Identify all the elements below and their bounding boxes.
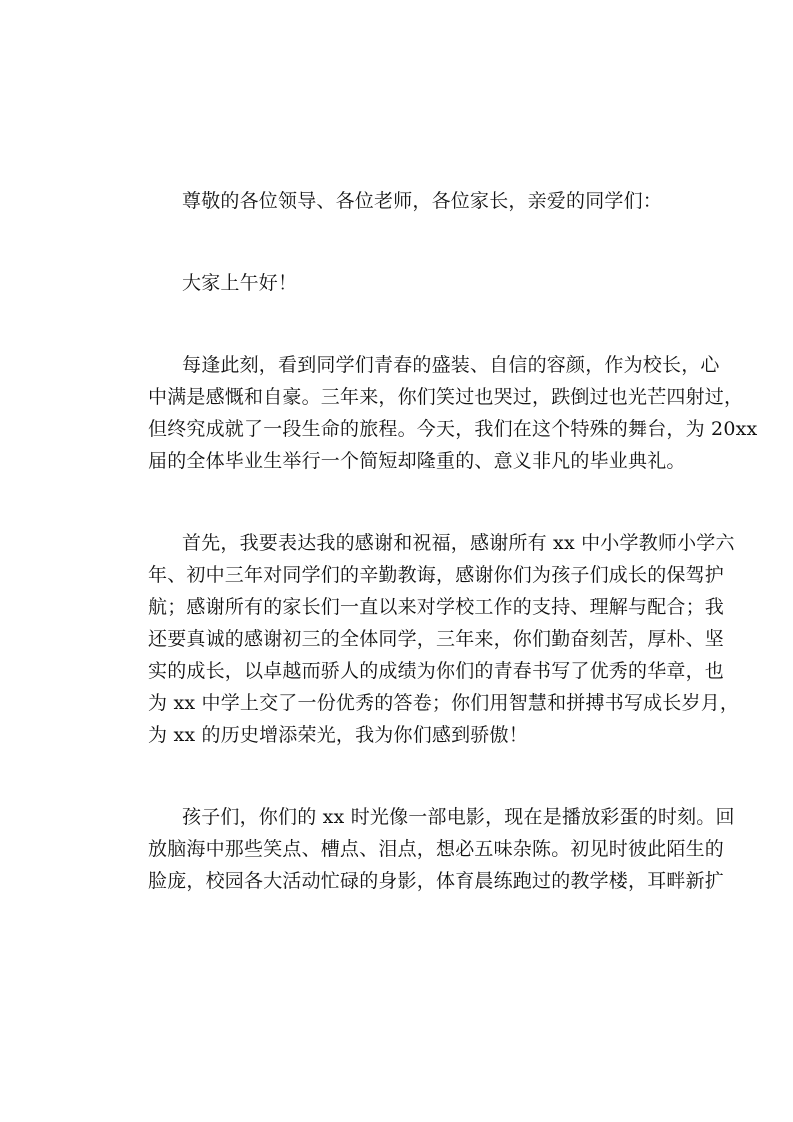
text-line: 中满是感慨和自豪。三年来，你们笑过也哭过，跌倒过也光芒四射过， xyxy=(148,386,744,408)
paragraph-memories xyxy=(114,801,735,897)
text-line: 脸庞，校园各大活动忙碌的身影，体育晨练跑过的教学楼，耳畔新扩 xyxy=(148,870,725,892)
text-line: 每逢此刻，看到同学们青春的盛装、自信的容颜，作为校长，心 xyxy=(182,354,720,376)
text-line: 但终究成就了一段生命的旅程。今天，我们在这个特殊的舞台，为 20xx xyxy=(148,418,758,440)
paragraph-gap xyxy=(114,217,680,267)
text-line: 孩子们，你们的 xx 时光像一部电影，现在是播放彩蛋的时刻。回 xyxy=(182,806,735,828)
text-line: 届的全体毕业生举行一个简短却隆重的、意义非凡的毕业典礼。 xyxy=(148,450,686,472)
text-line: 首先，我要表达我的感谢和祝福，感谢所有 xx 中小学教师小学六 xyxy=(182,532,735,554)
paragraph-gap xyxy=(114,751,680,801)
paragraph-gap xyxy=(114,299,680,349)
text-line: 航；感谢所有的家长们一直以来对学校工作的支持、理解与配合；我 xyxy=(148,596,725,618)
text-line: 年、初中三年对同学们的辛勤教诲，感谢你们为孩子们成长的保驾护 xyxy=(148,564,725,586)
text-line: 还要真诚的感谢初三的全体同学，三年来，你们勤奋刻苦，厚朴、坚 xyxy=(148,628,725,650)
text-line: 尊敬的各位领导、各位老师，各位家长，亲爱的同学们： xyxy=(182,190,663,212)
text-line: 为 xx 中学上交了一份优秀的答卷；你们用智慧和拼搏书写成长岁月， xyxy=(148,692,740,714)
greeting-line xyxy=(114,185,680,217)
text-line: 为 xx 的历史增添荣光，我为你们感到骄傲！ xyxy=(148,724,528,746)
text-line: 放脑海中那些笑点、槽点、泪点，想必五味杂陈。初见时彼此陌生的 xyxy=(148,838,725,860)
text-line: 实的成长，以卓越而骄人的成绩为你们的青春书写了优秀的华章，也 xyxy=(148,660,725,682)
text-line: 大家上午好！ xyxy=(182,272,298,294)
paragraph-opening xyxy=(114,349,758,477)
paragraph-thanks xyxy=(114,527,740,751)
document-body xyxy=(114,185,758,897)
salutation-line xyxy=(114,267,680,299)
paragraph-gap xyxy=(114,477,680,527)
